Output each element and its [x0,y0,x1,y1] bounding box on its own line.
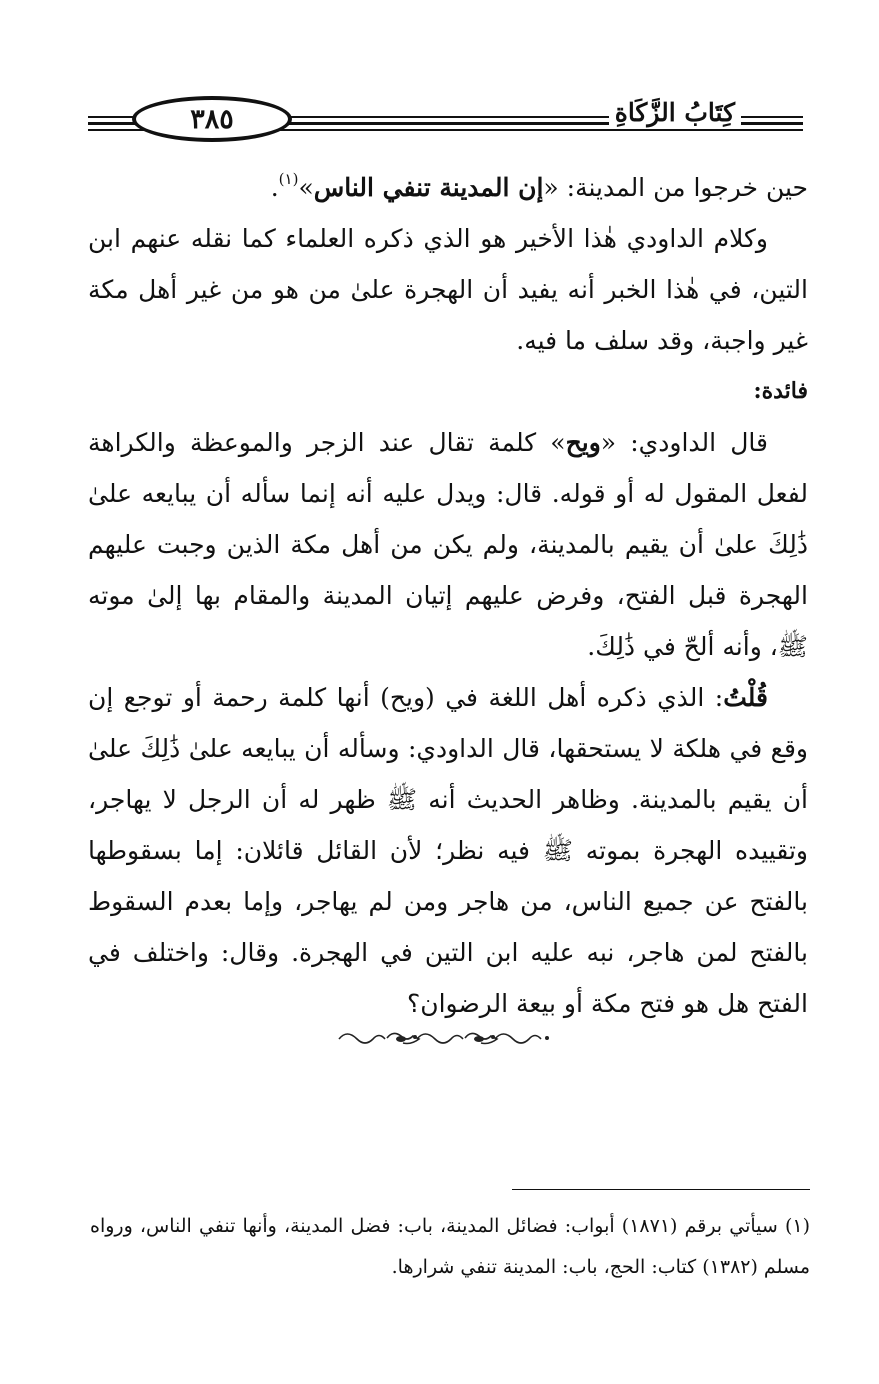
page-body [88,162,808,1029]
text-span: حين خرجوا من المدينة: « [543,173,808,202]
page-number-text: ٣٨٥ [190,103,234,135]
page-header [88,92,803,152]
footnote-number: (١) [784,1215,810,1237]
book-title: كِتَابُ الزَّكَاةِ [609,98,741,127]
footnote-ref: (١) [278,170,299,188]
ornament-divider [335,1025,555,1051]
paragraph [88,162,808,213]
text-span: » كلمة تقال عند الزجر والموعظة والكراهة لفعل المقول له أو قوله. قال: ويدل عليه أنه إنما سأله أن يبايعه علىٰ ذَٰلِكَ علىٰ أن يقيم بالمدينة، ولم يكن من أهل مكة الذين وجبت عليهم الهجرة قبل الفتح، وفرض عليهم إتيان المدينة والمقام بها إلىٰ موته ﷺ، وأنه ألحّ في ذَٰلِكَ. [88,428,808,661]
text-span: » [298,173,314,202]
paragraph: وكلام الداودي هٰذا الأخير هو الذي ذكره العلماء كما نقله عنهم ابن التين، في هٰذا الخبر أنه يفيد أن الهجرة علىٰ من هو من غير أهل مكة غير واجبة، وقد سلف ما فيه. [88,224,808,355]
paragraph [88,672,808,1029]
page-number [132,96,292,142]
text-span: . [270,173,279,202]
section-heading: فائدة: [753,378,808,404]
keyword: قُلْتُ [723,683,768,712]
footnote-text: سيأتي برقم (١٨٧١) أبواب: فضائل المدينة، باب: فضل المدينة، وأنها تنفي الناس، ورواه مسلم (١٣٨٢) كتاب: الحج، باب: المدينة تنفي شرارها. [90,1215,810,1278]
keyword: ويح [565,428,601,457]
footnote-separator [512,1189,810,1190]
hadith-quote: إن المدينة تنفي الناس [313,173,544,202]
text-span: : الذي ذكره أهل اللغة في (ويح) أنها كلمة رحمة أو توجع إن وقع في هلكة لا يستحقها، قال الداودي: وسأله أن يبايعه علىٰ ذَٰلِكَ علىٰ أن يقيم بالمدينة. وظاهر الحديث أنه ﷺ ظهر له أن الرجل لا يهاجر، وتقييده الهجرة بموته ﷺ فيه نظر؛ لأن القائل قائلان: إما بسقوطها بالفتح عن جميع الناس، من هاجر ومن لم يهاجر، وإما بعدم السقوط بالفتح لمن هاجر، نبه عليه ابن التين في الهجرة. وقال: واختلف في الفتح هل هو فتح مكة أو بيعة الرضوان؟ [88,683,808,1018]
paragraph [88,417,808,672]
footnote [90,1206,810,1288]
text-span: قال الداودي: « [600,428,769,457]
